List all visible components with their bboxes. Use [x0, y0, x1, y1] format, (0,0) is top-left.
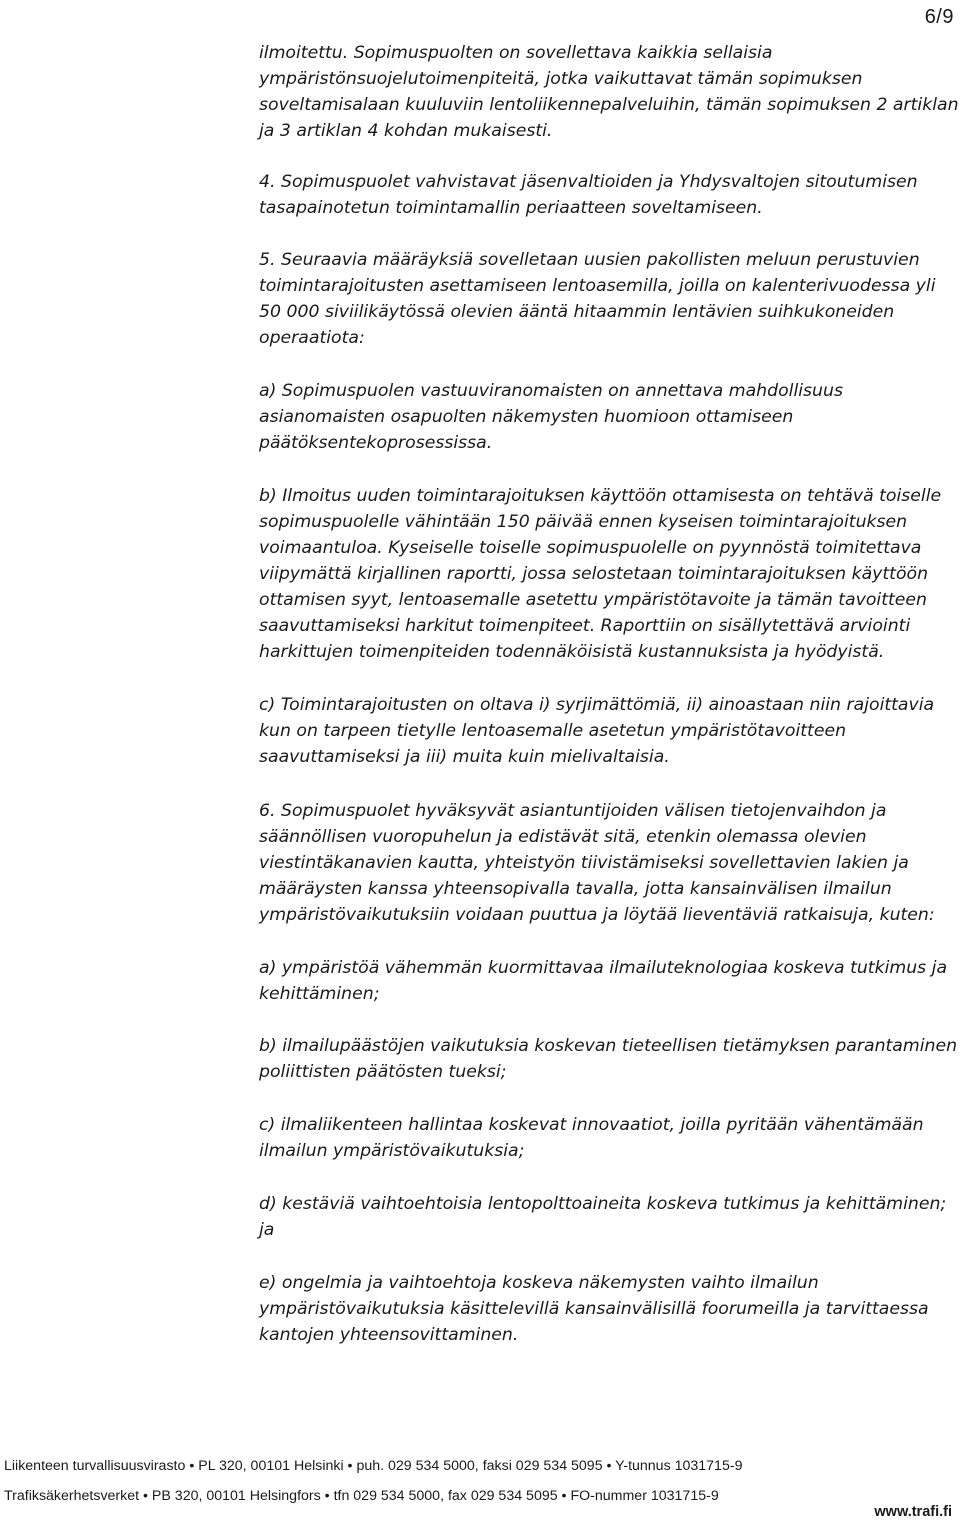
footer-line-swedish: Trafiksäkerhetsverket • PB 320, 00101 Helsingfors • tfn 029 534 5000, fax 029 534 5095 • FO-nummer 1031715-9: [4, 1488, 719, 1504]
paragraph-continuation: ilmoitettu. Sopimuspuolten on sovellettava kaikkia sellaisia ympäristönsuojelutoimenpiteitä, jotka vaikuttavat tämän sopimuksen soveltamisalaan kuuluviin lentoliikennepalveluihin, tämän sopimuksen 2 artiklan ja 3 artiklan 4 kohdan mukaisesti.: [259, 43, 959, 141]
footer: [0, 1451, 960, 1520]
paragraph-6d: d) kestäviä vaihtoehtoisia lentopolttoaineita koskeva tutkimus ja kehittäminen; ja: [259, 1194, 947, 1240]
paragraph-5b: b) Ilmoitus uuden toimintarajoituksen käyttöön ottamisesta on tehtävä toiselle sopimuspuolelle vähintään 150 päivää ennen kyseisen toimintarajoituksen voimaantuloa. Kyseiselle toiselle sopimuspuolelle on pyynnöstä toimitettava viipymättä kirjallinen raportti, jossa selostetaan toimintarajoituksen käyttöön ottamisen syyt, lentoasemalle asetettu ympäristötavoite ja tämän tavoitteen saavuttamiseksi harkitut toimenpiteet. Raporttiin on sisällytettävä arviointi harkittujen toimenpiteiden todennäköisistä kustannuksista ja hyödyistä.: [259, 486, 942, 662]
footer-website-link[interactable]: www.trafi.fi: [874, 1504, 952, 1520]
paragraph-6b: b) ilmailupäästöjen vaikutuksia koskevan tieteellisen tietämyksen parantaminen poliittisten päätösten tueksi;: [259, 1036, 958, 1082]
paragraph-6e: e) ongelmia ja vaihtoehtoja koskeva näkemysten vaihto ilmailun ympäristövaikutuksia käsittelevillä kansainvälisillä foorumeilla ja tarvittaessa kantojen yhteensovittaminen.: [259, 1273, 929, 1345]
paragraph-6c: c) ilmaliikenteen hallintaa koskevat innovaatiot, joilla pyritään vähentämään ilmailun ympäristövaikutuksia;: [259, 1115, 924, 1161]
paragraph-5: 5. Seuraavia määräyksiä sovelletaan uusien pakollisten meluun perustuvien toimintarajoitusten asettamiseen lentoasemilla, joilla on kalenterivuodessa yli 50 000 siviilikäytössä olevien ääntä hitaammin lentävien suihkukoneiden operaatiota:: [259, 250, 936, 348]
document-body: [259, 40, 959, 1348]
paragraph-5c: c) Toimintarajoitusten on oltava i) syrjimättömiä, ii) ainoastaan niin rajoittavia kun on tarpeen tietylle lentoasemalle asetetun ympäristötavoitteen saavuttamiseksi ja iii) muita kuin mielivaltaisia.: [259, 695, 935, 767]
paragraph-6: 6. Sopimuspuolet hyväksyvät asiantuntijoiden välisen tietojenvaihdon ja säännöllisen vuoropuhelun ja edistävät sitä, etenkin olemassa olevien viestintäkanavien kautta, yhteistyön tiivistämiseksi sovellettavien lakien ja määräysten kanssa yhteensopivalla tavalla, jotta kansainvälisen ilmailun ympäristövaikutuksiin voidaan puuttua ja löytää lieventäviä ratkaisuja, kuten:: [259, 801, 935, 925]
paragraph-5a: a) Sopimuspuolen vastuuviranomaisten on annettava mahdollisuus asianomaisten osapuolten näkemysten huomioon ottamiseen päätöksentekoprosessissa.: [259, 381, 843, 453]
paragraph-6a: a) ympäristöä vähemmän kuormittavaa ilmailuteknologiaa koskeva tutkimus ja kehittäminen;: [259, 958, 948, 1004]
paragraph-4: 4. Sopimuspuolet vahvistavat jäsenvaltioiden ja Yhdysvaltojen sitoutumisen tasapainotetun toimintamallin periaatteen soveltamiseen.: [259, 172, 918, 218]
page-number: 6/9: [924, 6, 954, 28]
footer-line-finnish: Liikenteen turvallisuusvirasto • PL 320, 00101 Helsinki • puh. 029 534 5000, faksi 029 534 5095 • Y-tunnus 1031715-9: [4, 1458, 743, 1474]
